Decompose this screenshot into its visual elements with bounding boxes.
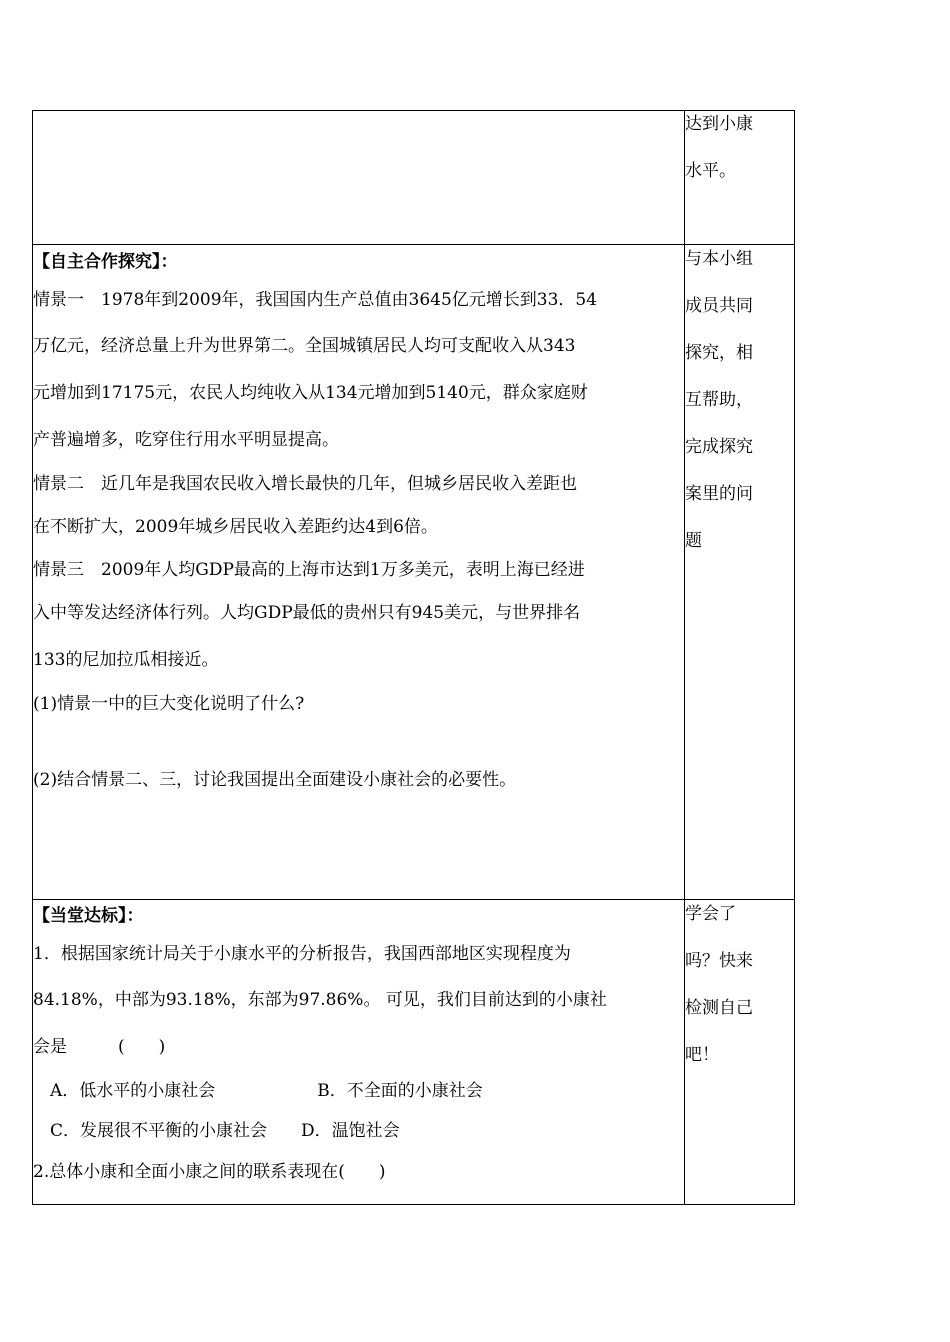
section-heading-inquiry: 【自主合作探究】： [33,252,178,272]
row1-side-cell [685,111,795,245]
section-heading-practice: 【当堂达标】： [33,906,144,926]
side-note-line: 完成探究 [685,437,753,457]
side-note-line: 互帮助， [685,390,753,410]
question-line: (1)情景一中的巨大变化说明了什么? [33,694,305,714]
row3-main-cell [33,900,685,1205]
side-note-line: 水平。 [685,161,736,181]
side-note-line: 案里的问 [685,484,753,504]
side-note-line: 吗？快来 [685,951,753,971]
exercise-line: 84.18%，中部为93.18%，东部为97.86%。 可见，我们目前达到的小康社 [33,990,607,1010]
lesson-table [32,110,795,1205]
table-row [33,245,795,900]
side-note-line: 吧！ [685,1045,719,1065]
paragraph-line: 入中等发达经济体行列。人均GDP最低的贵州只有945美元，与世界排名 [33,603,581,623]
paragraph-line: 情景三 2009年人均GDP最高的上海市达到1万多美元，表明上海已经进 [33,560,585,580]
exercise-line: 2.总体小康和全面小康之间的联系表现在( ) [33,1162,386,1182]
row2-main-cell [33,245,685,900]
paragraph-line: 在不断扩大，2009年城乡居民收入差距约达4到6倍。 [33,517,438,537]
paragraph-line: 133的尼加拉瓜相接近。 [33,650,219,670]
paragraph-line: 万亿元，经济总量上升为世界第二。全国城镇居民人均可支配收入从343 [33,336,576,356]
side-note-line: 检测自己 [685,998,753,1018]
paragraph-line: 元增加到17175元，农民人均纯收入从134元增加到5140元，群众家庭财 [33,383,588,403]
paragraph-line: 情景一 1978年到2009年，我国国内生产总值由3645亿元增长到33．54 [33,290,598,310]
table-row [33,900,795,1205]
table-row [33,111,795,245]
side-note-line: 与本小组 [685,249,753,269]
row2-side-cell [685,245,795,900]
choice-line: C．发展很不平衡的小康社会 D．温饱社会 [33,1121,400,1141]
row1-main-cell [33,111,685,245]
question-line: (2)结合情景二、三，讨论我国提出全面建设小康社会的必要性。 [33,770,517,790]
side-note-line: 达到小康 [685,114,753,134]
paragraph-line: 产普遍增多，吃穿住行用水平明显提高。 [33,430,339,450]
exercise-line: 1．根据国家统计局关于小康水平的分析报告，我国西部地区实现程度为 [33,944,571,964]
row3-side-cell [685,900,795,1205]
side-note-line: 学会了 [685,904,736,924]
side-note-line: 题 [685,531,702,551]
paragraph-line: 情景二 近几年是我国农民收入增长最快的几年，但城乡居民收入差距也 [33,474,577,494]
side-note-line: 成员共同 [685,296,753,316]
choice-line: A．低水平的小康社会 B．不全面的小康社会 [33,1081,483,1101]
side-note-line: 探究，相 [685,343,753,363]
exercise-line: 会是 ( ) [33,1037,166,1057]
